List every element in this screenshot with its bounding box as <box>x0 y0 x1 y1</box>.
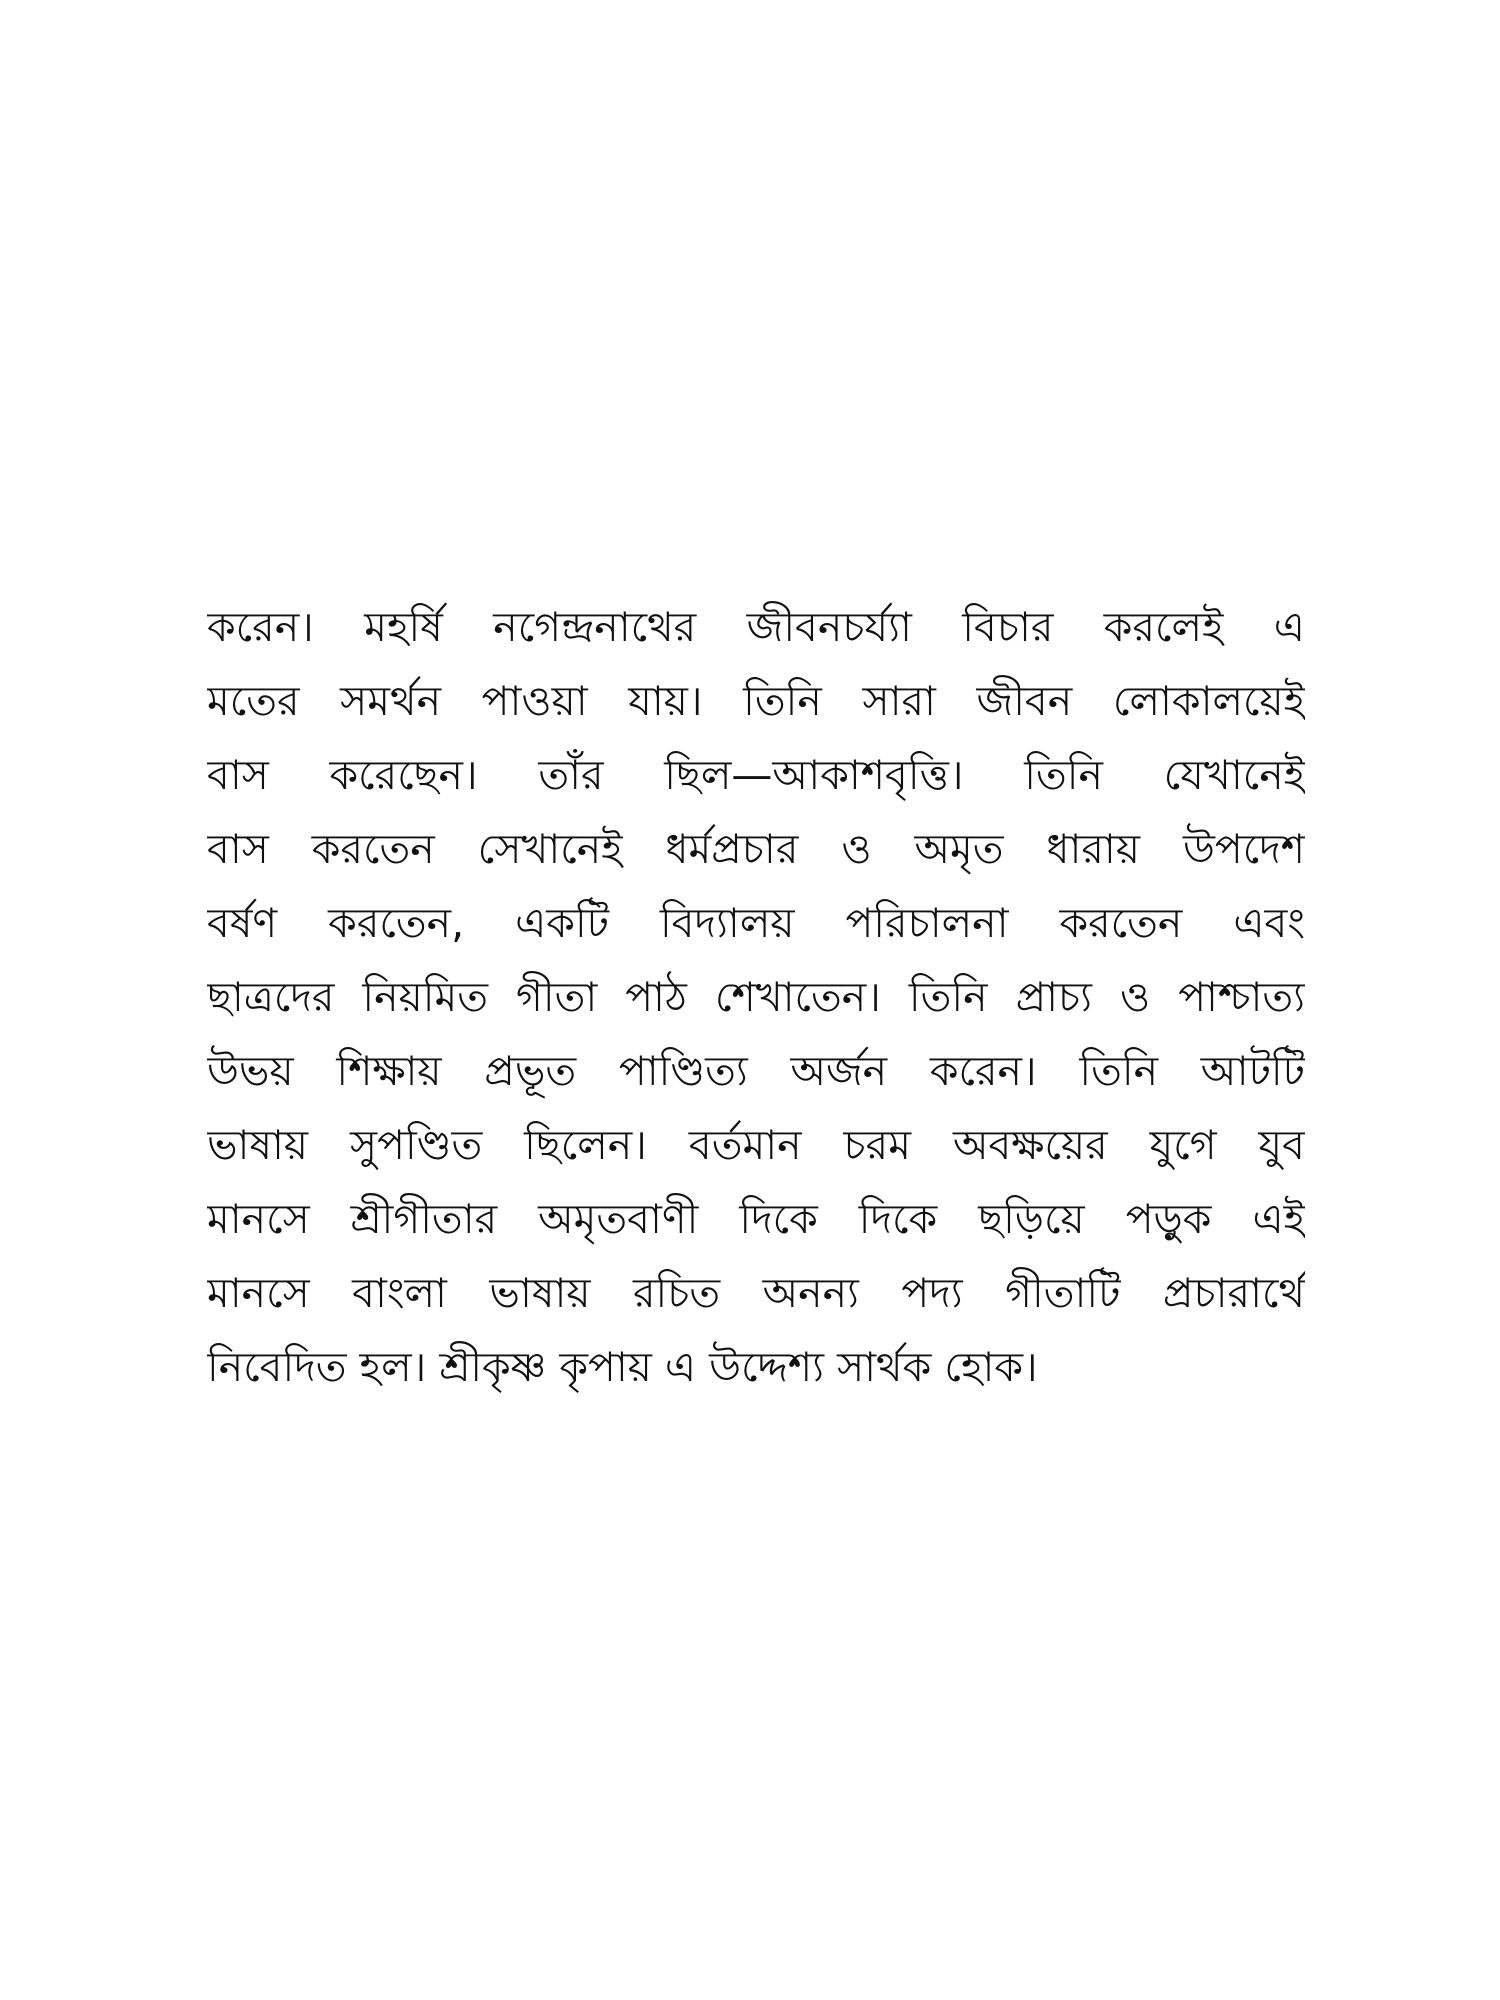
paragraph-line-6: ছাত্রদের নিয়মিত গীতা পাঠ শেখাতেন। তিনি প্রাচ্য ও পাশ্চাত্য <box>207 973 1305 1021</box>
paragraph-line-9: মানসে শ্রীগীতার অমৃতবাণী দিকে দিকে ছড়িয়ে পড়ুক এই <box>207 1195 1305 1243</box>
paragraph-line-11: নিবেদিত হল। শ্রীকৃষ্ণ কৃপায় এ উদ্দেশ্য সার্থক হোক। <box>207 1343 1038 1391</box>
paragraph-line-8: ভাষায় সুপণ্ডিত ছিলেন। বর্তমান চরম অবক্ষয়ের যুগে যুব <box>207 1121 1305 1169</box>
paragraph-line-1: করেন। মহর্ষি নগেন্দ্রনাথের জীবনচর্য্যা বিচার করলেই এ <box>207 603 1305 651</box>
paragraph-line-2: মতের সমর্থন পাওয়া যায়। তিনি সারা জীবন লোকালয়েই <box>207 677 1305 725</box>
body-paragraph <box>207 590 1305 1404</box>
paragraph-line-5: বর্ষণ করতেন, একটি বিদ্যালয় পরিচালনা করতেন এবং <box>207 899 1305 947</box>
paragraph-line-3: বাস করেছেন। তাঁর ছিল—আকাশবৃত্তি। তিনি যেখানেই <box>207 751 1305 799</box>
paragraph-line-10: মানসে বাংলা ভাষায় রচিত অনন্য পদ্য গীতাটি প্রচারার্থে <box>207 1269 1305 1317</box>
paragraph-line-4: বাস করতেন সেখানেই ধর্মপ্রচার ও অমৃত ধারায় উপদেশ <box>207 825 1305 873</box>
paragraph-line-7: উভয় শিক্ষায় প্রভূত পাণ্ডিত্য অর্জন করেন। তিনি আটটি <box>207 1047 1305 1095</box>
